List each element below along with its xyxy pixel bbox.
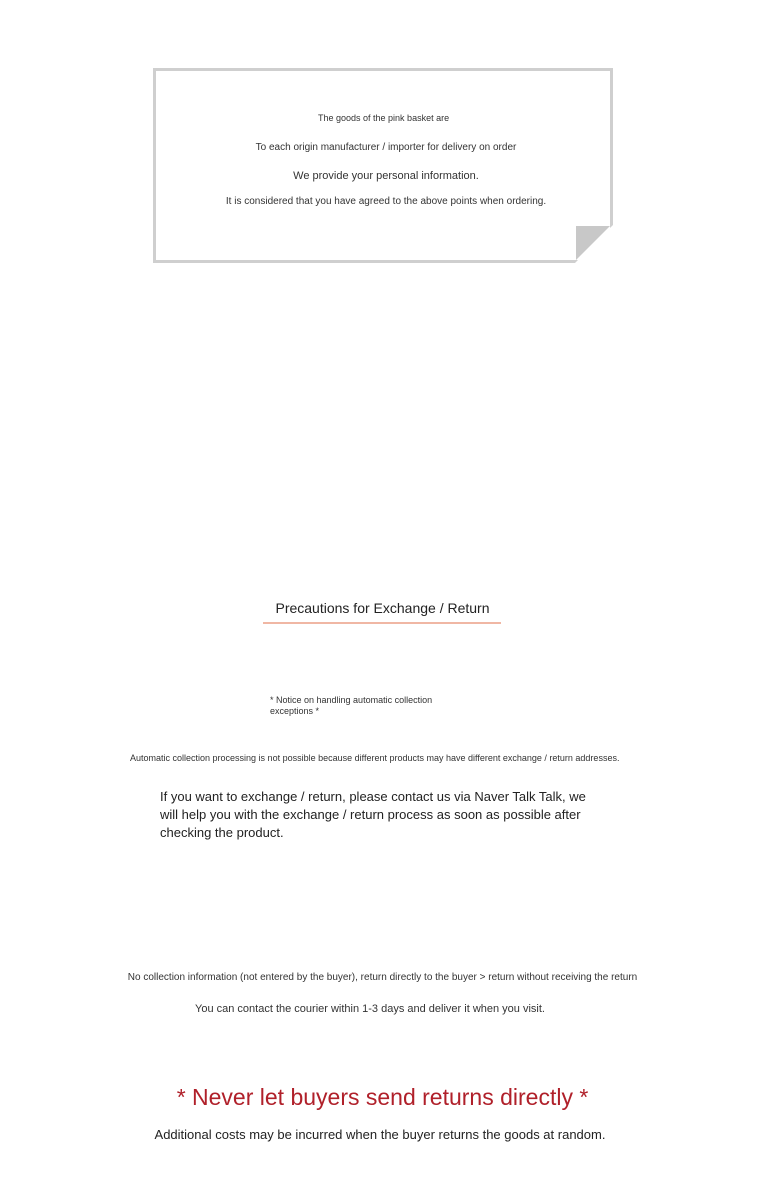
courier-note: You can contact the courier within 1-3 days and deliver it when you visit. bbox=[195, 1003, 545, 1015]
exchange-return-heading: Precautions for Exchange / Return bbox=[275, 600, 490, 616]
auto-collection-note: Automatic collection processing is not possible because different products may have different exchange / return addresses. bbox=[130, 753, 620, 763]
exception-notice: * Notice on handling automatic collection exceptions * bbox=[270, 695, 433, 716]
notice-card bbox=[153, 68, 613, 263]
contact-paragraph: If you want to exchange / return, please contact us via Naver Talk Talk, we will help you with the exchange / return process as soon as possible after checking the product. bbox=[160, 789, 586, 840]
heading-underline bbox=[263, 622, 501, 624]
notice-card-line-1: To each origin manufacturer / importer for delivery on order bbox=[255, 142, 517, 153]
warning-title: * Never let buyers send returns directly * bbox=[176, 1084, 589, 1110]
additional-cost-note: Additional costs may be incurred when the buyer returns the goods at random. bbox=[154, 1127, 606, 1142]
notice-card-line-2: We provide your personal information. bbox=[293, 170, 479, 182]
no-collection-note: No collection information (not entered by the buyer), return directly to the buyer > return without receiving the return bbox=[127, 972, 638, 983]
notice-card-line-3: It is considered that you have agreed to the above points when ordering. bbox=[225, 196, 547, 207]
page-fold-icon bbox=[576, 226, 610, 260]
notice-card-title: The goods of the pink basket are bbox=[318, 113, 450, 123]
